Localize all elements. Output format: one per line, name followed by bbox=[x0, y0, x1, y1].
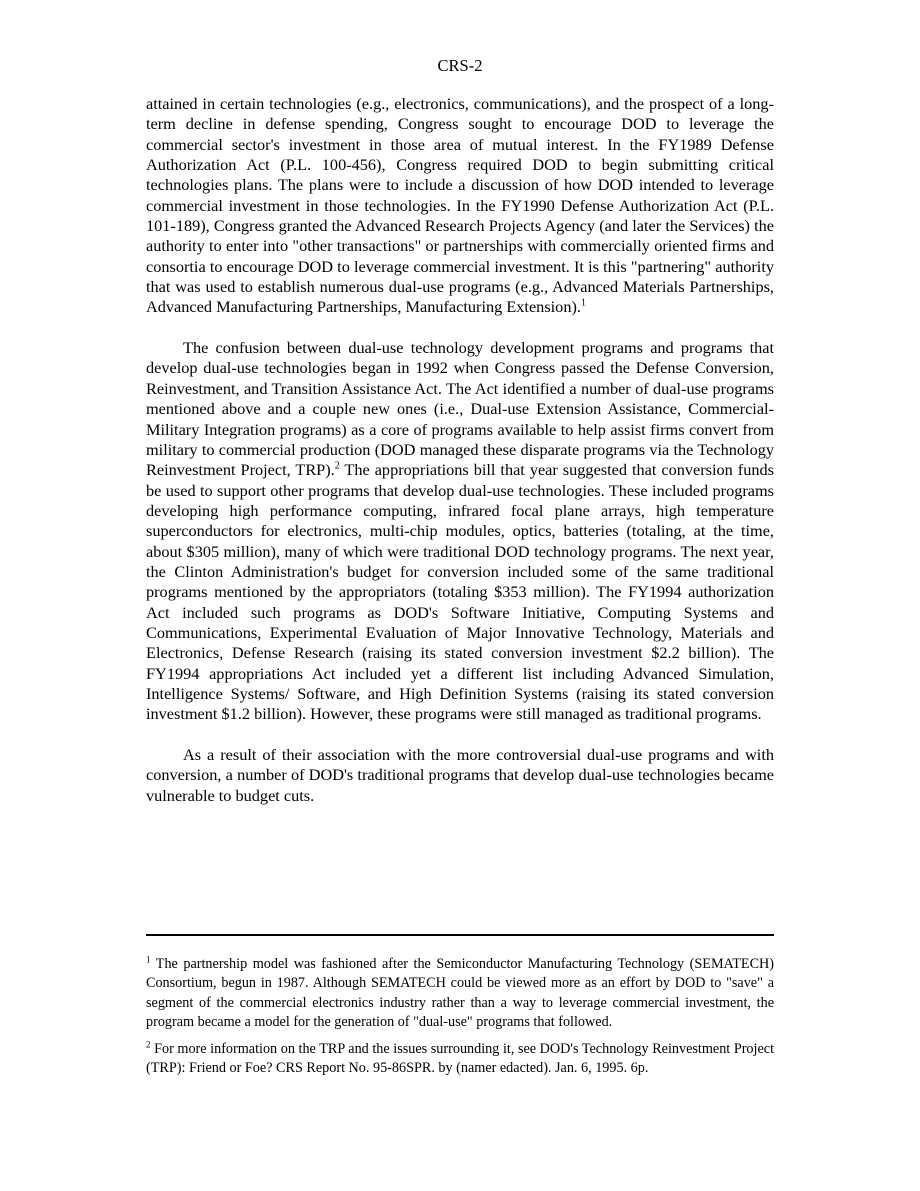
footnote-ref-1: 1 bbox=[580, 298, 586, 310]
footnote-2-text: For more information on the TRP and the issues surrounding it, see DOD's Technology Reinvestment Project (TRP): Friend or Foe? CRS Report No. 95-86SPR. by (namer edacted). Jan. 6, 1995. 6p. bbox=[146, 1040, 775, 1077]
footnote-1 bbox=[146, 955, 774, 1033]
footnote-2 bbox=[146, 1040, 774, 1079]
body-paragraph-3 bbox=[146, 745, 774, 806]
footnote-2-number: 2 bbox=[146, 1038, 151, 1049]
footnote-1-number: 1 bbox=[146, 954, 151, 965]
footnotes-section bbox=[146, 955, 774, 1085]
body-paragraph-2 bbox=[146, 338, 774, 725]
paragraph-3-text: As a result of their association with the more controversial dual-use programs and with conversion, a number of DOD's traditional programs that develop dual-use technologies became vulnerable to budget cuts. bbox=[146, 745, 774, 805]
page-number-header: CRS-2 bbox=[437, 56, 483, 75]
footnote-separator-rule bbox=[146, 934, 774, 936]
paragraph-2-text-part-1: The confusion between dual-use technology development programs and programs that develop dual-use technologies began in 1992 when Congress passed the Defense Conversion, Reinvestment, and Transition Assistance Act. The Act identified a number of dual-use programs mentioned above and a couple new ones (i.e., Dual-use Extension Assistance, Commercial-Military Integration programs) as a core of programs available to help assist firms convert from military to commercial production (DOD managed these disparate programs via the Technology Reinvestment Project, TRP). bbox=[146, 338, 774, 480]
body-paragraph-1 bbox=[146, 94, 774, 318]
main-body-text bbox=[146, 94, 774, 826]
footnote-1-text: The partnership model was fashioned after the Semiconductor Manufacturing Technology (SEMATECH) Consortium, begun in 1987. Although SEMATECH could be viewed more as an effort by DOD to "save" a segment of the commercial electronics industry rather than a way to leverage commercial investment, the program became a model for the generation of "dual-use" programs that followed. bbox=[146, 956, 774, 1031]
paragraph-2-text-part-2: The appropriations bill that year suggested that conversion funds be used to support other programs that develop dual-use technologies. These included programs developing high performance computing, infrared focal plane arrays, high temperature superconductors for electronics, multi-chip modules, optics, batteries (totaling, at the time, about $305 million), many of which were traditional DOD technology programs. The next year, the Clinton Administration's budget for conversion included some of the same traditional programs mentioned by the appropriators (totaling $353 million). The FY1994 authorization Act included such programs as DOD's Software Initiative, Computing Systems and Communications, Experimental Evaluation of Major Innovative Technology, Materials and Electronics, Defense Research (raising its stated conversion investment $2.2 billion). The FY1994 appropriations Act included yet a different list including Advanced Simulation, Intelligence Systems/ Software, and High Definition Systems (raising its stated conversion investment $1.2 billion). However, these programs were still managed as traditional programs. bbox=[146, 460, 774, 724]
footnote-ref-2: 2 bbox=[334, 460, 340, 472]
paragraph-1-text: attained in certain technologies (e.g., electronics, communications), and the prospect of a long-term decline in defense spending, Congress sought to encourage DOD to leverage the commercial sector's investment in those area of mutual interest. In the FY1989 Defense Authorization Act (P.L. 100-456), Congress required DOD to begin submitting critical technologies plans. The plans were to include a discussion of how DOD intended to leverage commercial investment in those technologies. In the FY1990 Defense Authorization Act (P.L. 101-189), Congress granted the Advanced Research Projects Agency (and later the Services) the authority to enter into "other transactions" or partnerships with commercially oriented firms and consortia to encourage DOD to leverage commercial investment. It is this "partnering" authority that was used to establish numerous dual-use programs (e.g., Advanced Materials Partnerships, Advanced Manufacturing Partnerships, Manufacturing Extension). bbox=[146, 94, 774, 317]
